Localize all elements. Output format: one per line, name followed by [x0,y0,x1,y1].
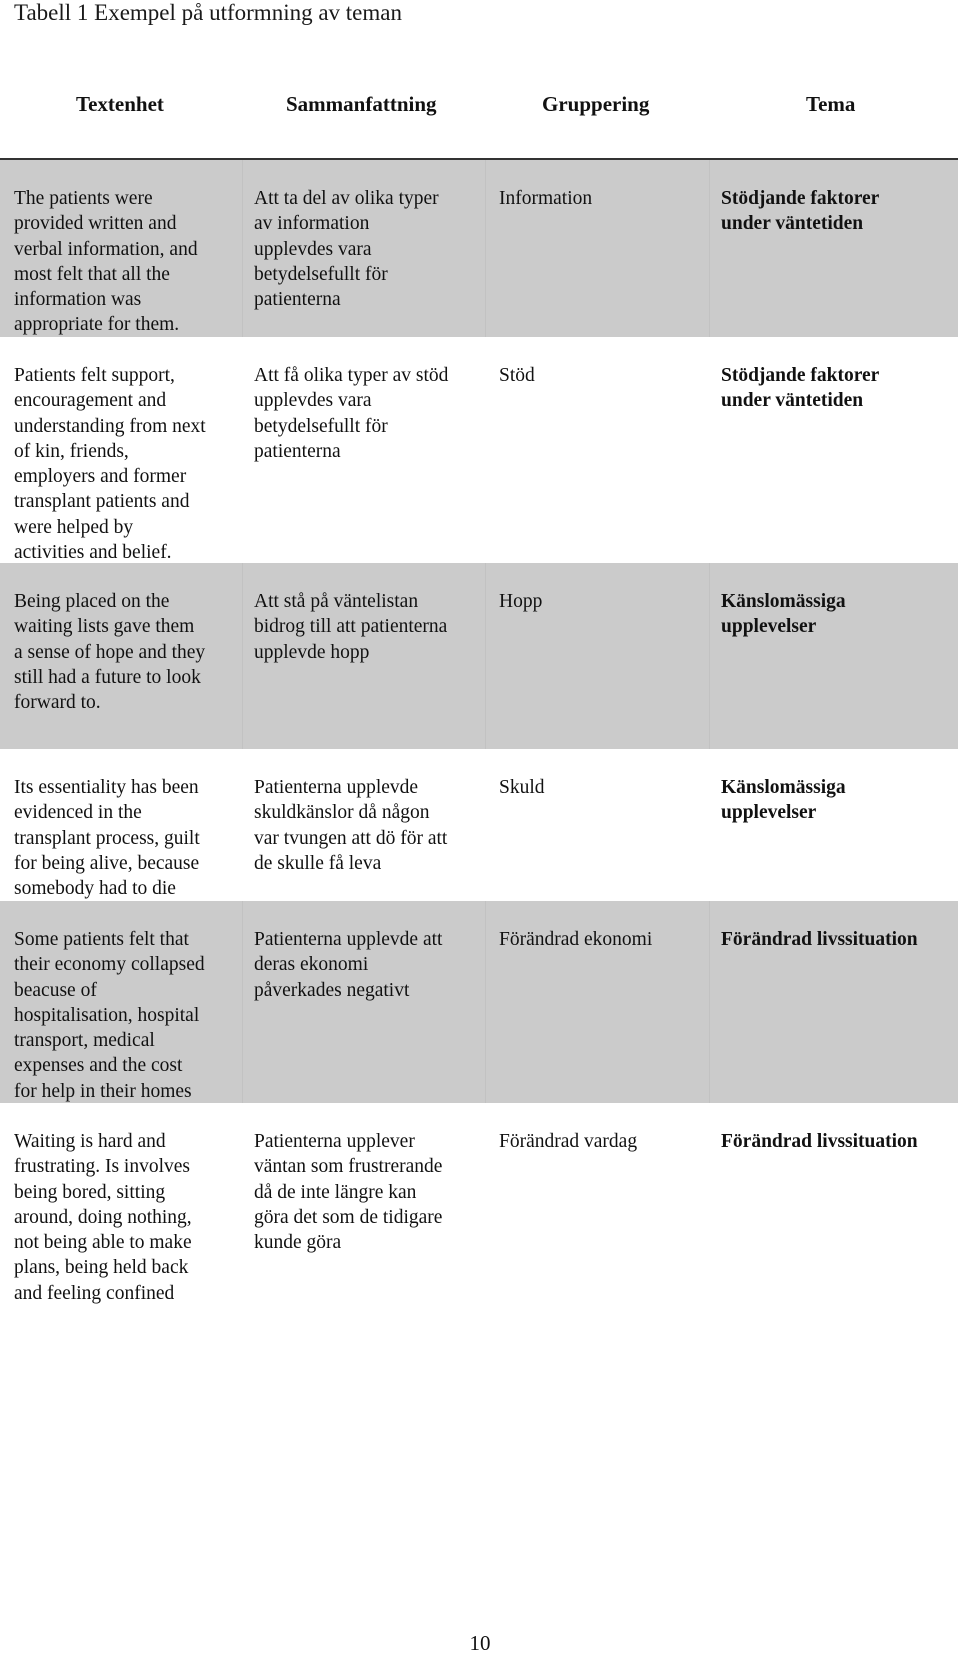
column-separator [242,563,243,749]
table-row [0,901,958,1103]
cell-gruppering: Hopp [499,591,543,612]
cell-sammanfattning: Att ta del av olika typer av information upplevdes vara betydelsefullt för patienterna [254,188,439,311]
cell-sammanfattning: Patienterna upplever väntan som frustrerande då de inte längre kan göra det som de tidigare kunde göra [254,1131,443,1254]
cell-textenhet: Its essentiality has been evidenced in the transplant process, guilt for being alive, because somebody had to die [14,777,200,900]
cell-gruppering: Förändrad ekonomi [499,929,653,950]
table-header [0,88,960,124]
cell-gruppering: Förändrad vardag [499,1131,638,1152]
table-row [0,1103,958,1323]
column-separator [709,901,710,1103]
table-row [0,160,958,337]
cell-sammanfattning: Patienterna upplevde att deras ekonomi påverkades negativt [254,929,443,1001]
cell-tema: Stödjande faktorer under väntetiden [721,365,880,412]
table-row [0,337,958,563]
cell-textenhet: Some patients felt that their economy collapsed beacuse of hospitalisation, hospital transport, medical expenses and the cost for help in their homes [14,929,205,1102]
header-tema: Tema [806,92,856,116]
cell-textenhet: Being placed on the waiting lists gave them a sense of hope and they still had a future to look forward to. [14,591,206,714]
cell-tema: Känslomässiga upplevelser [721,777,846,824]
cell-sammanfattning: Att stå på väntelistan bidrog till att patienterna upplevde hopp [254,591,448,663]
cell-tema: Förändrad livssituation [721,929,918,950]
cell-textenhet: The patients were provided written and verbal information, and most felt that all the information was appropriate for them. [14,188,198,336]
column-separator [709,160,710,337]
header-gruppering: Gruppering [542,92,650,116]
column-separator [242,901,243,1103]
header-sammanfattning: Sammanfattning [286,92,437,116]
column-separator [485,901,486,1103]
cell-gruppering: Stöd [499,365,535,386]
column-separator [242,160,243,337]
cell-sammanfattning: Att få olika typer av stöd upplevdes vara betydelsefullt för patienterna [254,365,449,462]
cell-gruppering: Information [499,188,593,209]
cell-textenhet: Patients felt support, encouragement and understanding from next of kin, friends, employers and former transplant patients and were helped by activities and belief. [14,365,206,564]
column-separator [485,160,486,337]
cell-sammanfattning: Patienterna upplevde skuldkänslor då någon var tvungen att dö för att de skulle få leva [254,777,448,874]
table-row [0,563,958,749]
table-caption: Tabell 1 Exempel på utformning av teman [14,0,402,25]
column-separator [485,563,486,749]
cell-textenhet: Waiting is hard and frustrating. Is involves being bored, sitting around, doing nothing, not being able to make plans, being held back and feeling confined [14,1131,192,1304]
header-textenhet: Textenhet [76,92,164,116]
table-row [0,749,958,901]
page-number: 10 [469,1631,491,1655]
cell-tema: Förändrad livssituation [721,1131,918,1152]
cell-tema: Stödjande faktorer under väntetiden [721,188,880,235]
cell-gruppering: Skuld [499,777,545,798]
cell-tema: Känslomässiga upplevelser [721,591,846,638]
column-separator [709,563,710,749]
